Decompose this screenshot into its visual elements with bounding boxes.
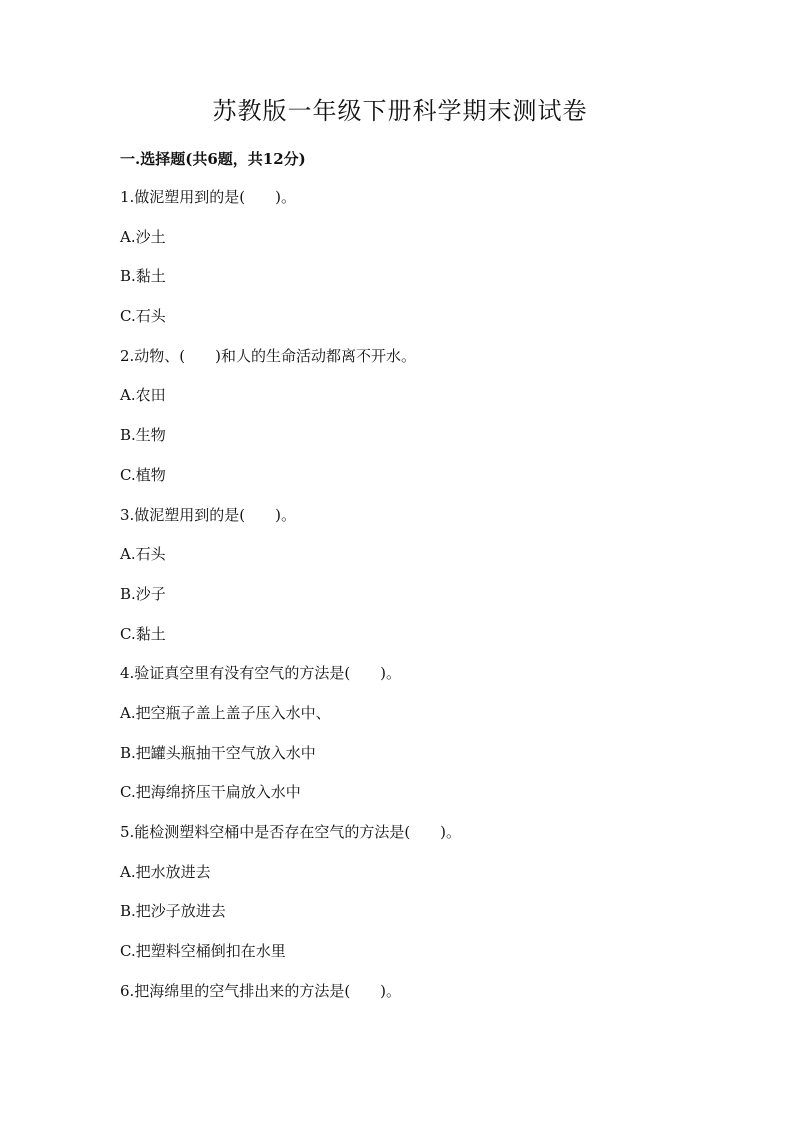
option-a: A.农田 [120,386,166,405]
option-c: C.黏土 [120,624,166,643]
option-b: B.生物 [120,426,166,445]
option-a: A.把空瓶子盖上盖子压入水中、 [120,703,331,722]
option-b: B.黏土 [120,267,166,286]
option-c: C.把海绵挤压干扁放入水中 [120,783,301,802]
exam-title: 苏教版一年级下册科学期末测试卷 [212,97,588,125]
option-b: B.沙子 [120,584,166,603]
question-stem: 5.能检测塑料空桶中是否存在空气的方法是( )。 [120,823,462,841]
section-heading: 一.选择题(共6题，共12分) [120,150,306,168]
question-stem: 3.做泥塑用到的是( )。 [120,505,297,524]
option-b: B.把沙子放进去 [120,902,226,921]
question-stem: 4.验证真空里有没有空气的方法是( )。 [120,664,402,683]
option-c: C.植物 [120,465,166,484]
question-stem: 6.把海绵里的空气排出来的方法是( )。 [120,981,402,1000]
option-a: A.把水放进去 [120,862,211,881]
option-a: A.石头 [120,545,166,564]
option-c: C.把塑料空桶倒扣在水里 [120,942,286,961]
option-c: C.石头 [120,307,166,326]
question-list [120,186,740,1019]
question-stem: 1.做泥塑用到的是( )。 [120,188,297,206]
option-b: B.把罐头瓶抽干空气放入水中 [120,743,316,762]
option-a: A.沙土 [120,227,166,246]
question-stem: 2.动物、( )和人的生命活动都离不开水。 [120,346,417,365]
